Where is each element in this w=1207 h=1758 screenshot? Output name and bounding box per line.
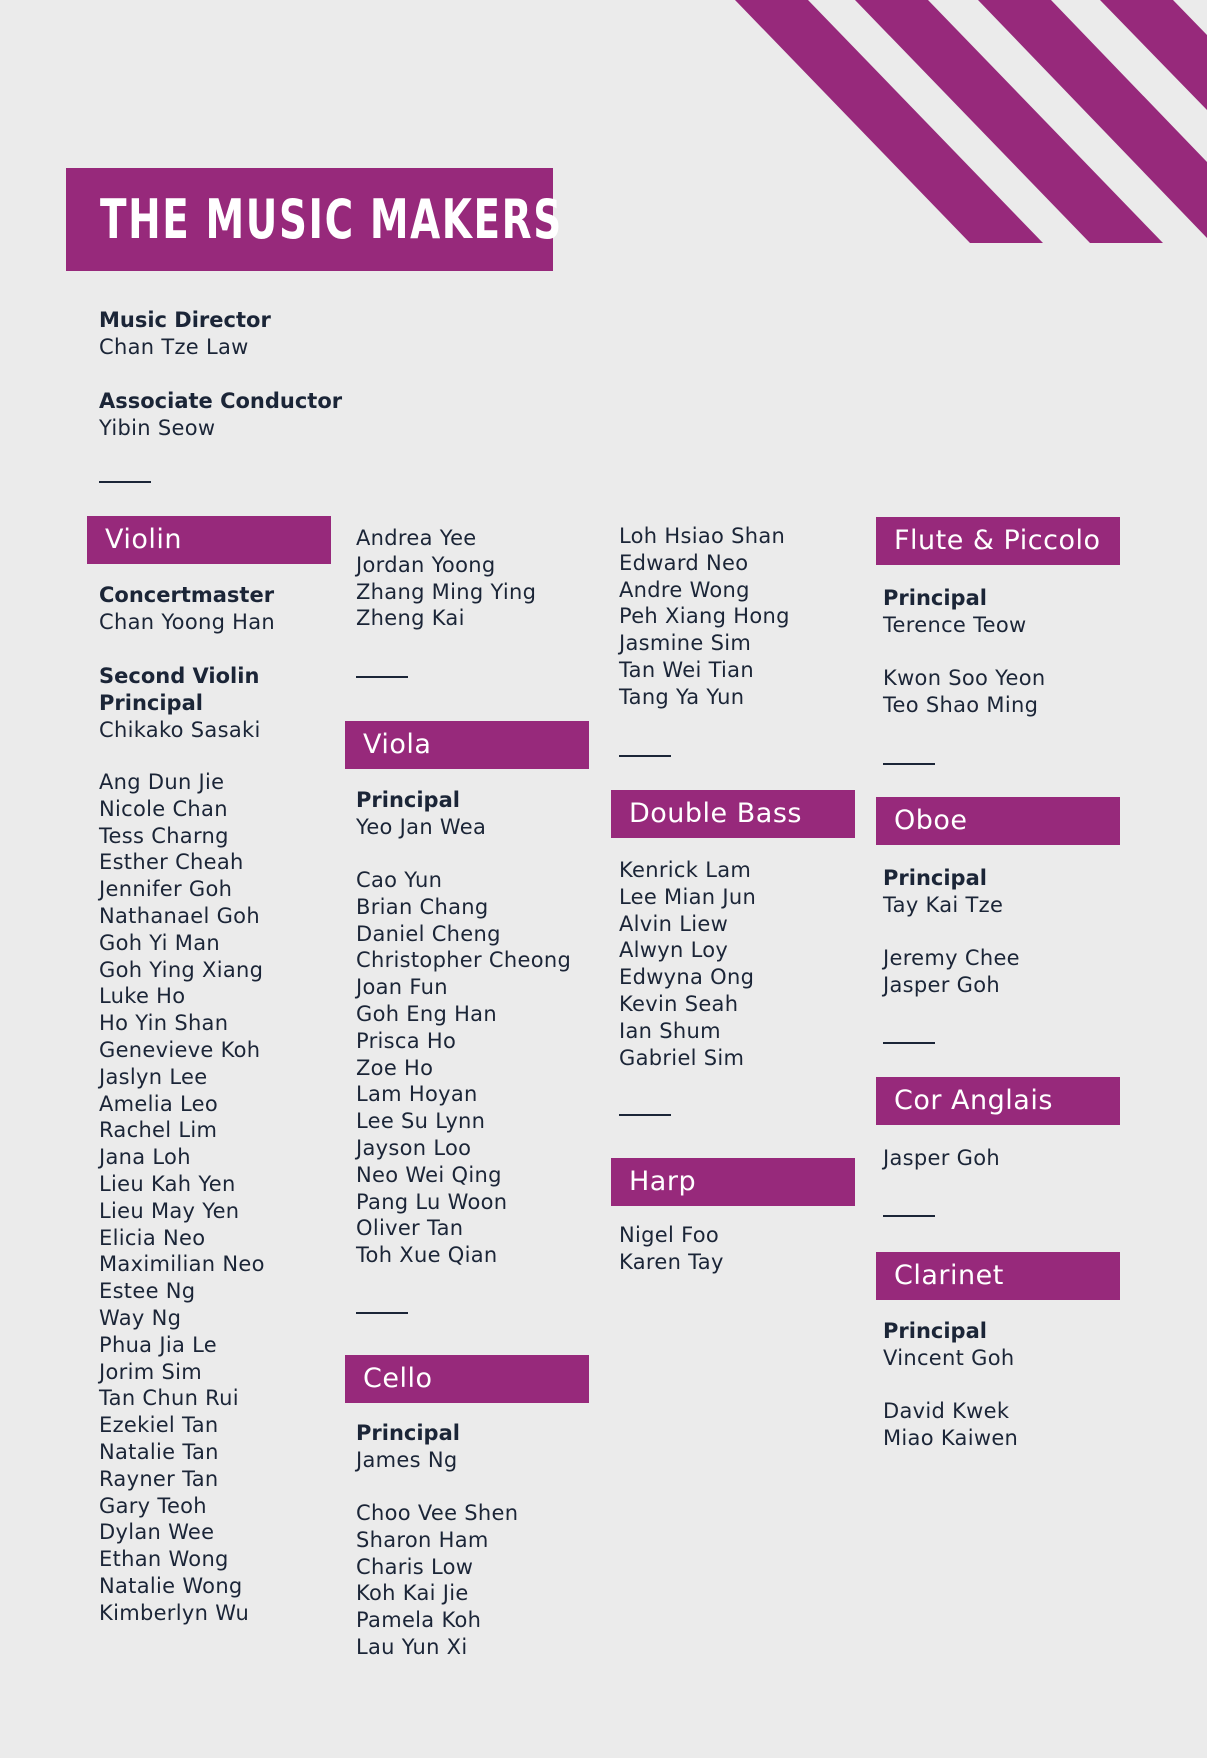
list-item: David Kwek xyxy=(883,1399,1010,1423)
concertmaster-name: Chan Yoong Han xyxy=(99,610,276,634)
harp-member-list xyxy=(619,1222,724,1276)
list-item: Tang Ya Yun xyxy=(619,684,745,709)
clarinet-heading-bar xyxy=(876,1252,1120,1300)
list-item: Pamela Koh xyxy=(356,1608,482,1633)
associate-conductor-name: Yibin Seow xyxy=(99,416,216,440)
list-item: Gabriel Sim xyxy=(619,1045,745,1070)
list-item: Kevin Seah xyxy=(619,991,739,1016)
list-item: Zheng Kai xyxy=(356,606,465,631)
list-item: Estee Ng xyxy=(99,1279,196,1304)
list-item: Jaslyn Lee xyxy=(99,1064,208,1089)
harp-heading-bar xyxy=(611,1158,855,1206)
list-item: Kenrick Lam xyxy=(619,858,752,882)
list-item: Lieu Kah Yen xyxy=(99,1171,236,1196)
list-item: Nigel Foo xyxy=(619,1223,720,1247)
list-item: Andre Wong xyxy=(619,577,750,602)
divider xyxy=(883,1042,935,1044)
list-item: Esther Cheah xyxy=(99,850,244,875)
list-item: Alwyn Loy xyxy=(619,938,729,963)
list-item: Ezekiel Tan xyxy=(99,1413,219,1438)
list-item: Ang Dun Jie xyxy=(99,770,225,794)
flute-section xyxy=(883,585,1046,719)
second-violin-principal-label: Principal xyxy=(99,691,203,715)
flute-heading: Flute & Piccolo xyxy=(894,525,1101,556)
list-item: Christopher Cheong xyxy=(356,948,572,973)
divider xyxy=(619,1114,671,1116)
list-item: Rachel Lim xyxy=(99,1118,218,1143)
list-item: Charis Low xyxy=(356,1554,474,1579)
oboe-member-list xyxy=(883,945,1020,999)
list-item: Jorim Sim xyxy=(99,1359,202,1384)
divider xyxy=(99,481,151,483)
viola-heading-bar xyxy=(345,721,589,769)
list-item: Nathanael Goh xyxy=(99,903,260,928)
cor-anglais-heading-bar xyxy=(876,1077,1120,1125)
violin-section xyxy=(99,582,275,1627)
music-director-name: Chan Tze Law xyxy=(99,335,249,359)
list-item: Lee Su Lynn xyxy=(356,1109,486,1134)
list-item: Brian Chang xyxy=(356,894,489,919)
list-item: Elicia Neo xyxy=(99,1225,206,1250)
list-item: Toh Xue Qian xyxy=(356,1243,498,1268)
cello-member-list-continued xyxy=(619,523,790,711)
divider xyxy=(356,676,408,678)
list-item: Ian Shum xyxy=(619,1018,721,1043)
cello-heading: Cello xyxy=(363,1363,433,1394)
list-item: Kimberlyn Wu xyxy=(99,1600,250,1625)
associate-conductor-label: Associate Conductor xyxy=(99,389,343,413)
list-item: Joan Fun xyxy=(356,975,448,1000)
double-bass-member-list xyxy=(619,857,756,1071)
cello-member-list xyxy=(356,1500,518,1661)
list-item: Miao Kaiwen xyxy=(883,1425,1019,1450)
divider xyxy=(619,755,671,757)
list-item: Tan Wei Tian xyxy=(619,657,754,682)
list-item: Ethan Wong xyxy=(99,1547,229,1572)
list-item: Way Ng xyxy=(99,1305,182,1330)
list-item: Andrea Yee xyxy=(356,526,477,550)
harp-heading: Harp xyxy=(629,1166,697,1197)
list-item: Amelia Leo xyxy=(99,1091,219,1116)
list-item: Pang Lu Woon xyxy=(356,1189,508,1214)
list-item: Rayner Tan xyxy=(99,1466,219,1491)
list-item: Lau Yun Xi xyxy=(356,1634,468,1659)
list-item: Natalie Tan xyxy=(99,1439,219,1464)
list-item: Jeremy Chee xyxy=(883,946,1020,970)
list-item: Daniel Cheng xyxy=(356,921,501,946)
cello-heading-bar xyxy=(345,1355,589,1403)
list-item: Peh Xiang Hong xyxy=(619,604,790,629)
list-item: Kwon Soo Yeon xyxy=(883,666,1046,690)
divider xyxy=(883,1215,935,1217)
music-director-label: Music Director xyxy=(99,308,271,332)
cor-anglais-member-list xyxy=(883,1145,1000,1172)
directors-section xyxy=(99,307,342,442)
list-item: Natalie Wong xyxy=(99,1573,243,1598)
list-item: Jordan Yoong xyxy=(356,552,496,577)
flute-principal-name: Terence Teow xyxy=(883,613,1027,637)
page-title: THE MUSIC MAKERS xyxy=(100,188,563,251)
list-item: Oliver Tan xyxy=(356,1216,464,1241)
list-item: Jasper Goh xyxy=(883,972,1000,997)
list-item: Gary Teoh xyxy=(99,1493,207,1518)
list-item: Edward Neo xyxy=(619,550,749,575)
oboe-principal-label: Principal xyxy=(883,866,987,890)
list-item: Goh Yi Man xyxy=(99,930,220,955)
violin-heading: Violin xyxy=(105,524,183,555)
title-banner xyxy=(66,168,563,271)
list-item: Nicole Chan xyxy=(99,796,228,821)
violin-heading-bar xyxy=(87,516,331,564)
flute-heading-bar xyxy=(876,517,1120,565)
list-item: Dylan Wee xyxy=(99,1520,215,1545)
violin-member-list-continued xyxy=(356,525,536,632)
list-item: Tan Chun Rui xyxy=(99,1386,239,1411)
double-bass-heading-bar xyxy=(611,790,855,838)
oboe-heading-bar xyxy=(876,797,1120,845)
list-item: Jasper Goh xyxy=(883,1146,1000,1170)
list-item: Lam Hoyan xyxy=(356,1082,478,1107)
list-item: Ho Yin Shan xyxy=(99,1011,229,1036)
list-item: Neo Wei Qing xyxy=(356,1162,502,1187)
list-item: Loh Hsiao Shan xyxy=(619,524,786,548)
second-violin-principal-name: Chikako Sasaki xyxy=(99,718,261,742)
flute-member-list xyxy=(883,665,1046,719)
list-item: Koh Kai Jie xyxy=(356,1581,469,1606)
violin-member-list xyxy=(99,769,275,1627)
viola-heading: Viola xyxy=(363,729,432,760)
cello-principal-name: James Ng xyxy=(356,1448,458,1472)
oboe-principal-name: Tay Kai Tze xyxy=(883,893,1004,917)
cello-principal-label: Principal xyxy=(356,1421,460,1445)
flute-principal-label: Principal xyxy=(883,586,987,610)
cello-section xyxy=(356,1420,518,1661)
oboe-section xyxy=(883,865,1020,999)
list-item: Lee Mian Jun xyxy=(619,884,757,909)
list-item: Teo Shao Ming xyxy=(883,692,1039,717)
clarinet-section xyxy=(883,1318,1018,1452)
clarinet-heading: Clarinet xyxy=(894,1260,1004,1291)
clarinet-member-list xyxy=(883,1398,1018,1452)
divider xyxy=(883,763,935,765)
viola-member-list xyxy=(356,867,571,1269)
list-item: Jasmine Sim xyxy=(619,631,752,656)
list-item: Alvin Liew xyxy=(619,911,729,936)
list-item: Tess Charng xyxy=(99,823,229,848)
list-item: Lieu May Yen xyxy=(99,1198,240,1223)
list-item: Jana Loh xyxy=(99,1145,191,1170)
list-item: Choo Vee Shen xyxy=(356,1501,519,1525)
list-item: Genevieve Koh xyxy=(99,1037,261,1062)
list-item: Cao Yun xyxy=(356,868,443,892)
oboe-heading: Oboe xyxy=(894,805,968,836)
double-bass-heading: Double Bass xyxy=(629,798,802,829)
list-item: Sharon Ham xyxy=(356,1527,489,1552)
list-item: Luke Ho xyxy=(99,984,186,1009)
list-item: Karen Tay xyxy=(619,1249,724,1274)
second-violin-label: Second Violin xyxy=(99,664,260,688)
list-item: Zoe Ho xyxy=(356,1055,434,1080)
clarinet-principal-label: Principal xyxy=(883,1319,987,1343)
list-item: Goh Eng Han xyxy=(356,1001,497,1026)
list-item: Phua Jia Le xyxy=(99,1332,217,1357)
cor-anglais-heading: Cor Anglais xyxy=(894,1085,1053,1116)
list-item: Jennifer Goh xyxy=(99,877,233,902)
list-item: Edwyna Ong xyxy=(619,965,755,990)
list-item: Zhang Ming Ying xyxy=(356,579,537,604)
viola-section xyxy=(356,787,571,1269)
clarinet-principal-name: Vincent Goh xyxy=(883,1346,1015,1370)
list-item: Maximilian Neo xyxy=(99,1252,265,1277)
list-item: Jayson Loo xyxy=(356,1135,472,1160)
viola-principal-name: Yeo Jan Wea xyxy=(356,815,487,839)
list-item: Prisca Ho xyxy=(356,1028,457,1053)
list-item: Goh Ying Xiang xyxy=(99,957,264,982)
divider xyxy=(356,1312,408,1314)
concertmaster-label: Concertmaster xyxy=(99,583,275,607)
viola-principal-label: Principal xyxy=(356,788,460,812)
